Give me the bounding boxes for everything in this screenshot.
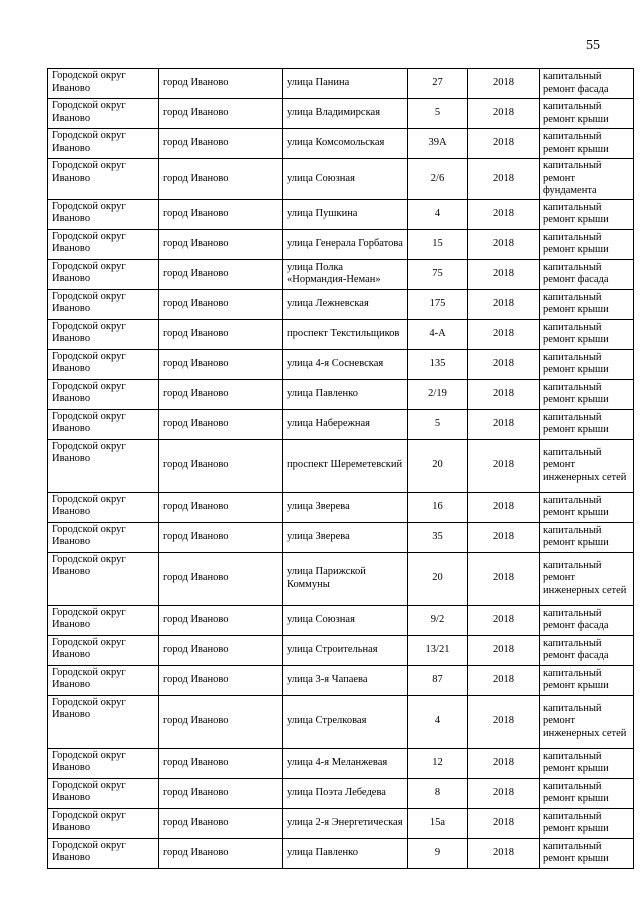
- house-number-cell: 20: [408, 552, 468, 605]
- work-type-cell: капитальный ремонт крыши: [540, 492, 634, 522]
- year-cell: 2018: [468, 199, 540, 229]
- year-cell: 2018: [468, 695, 540, 748]
- street-cell: улица Павленко: [283, 838, 408, 868]
- city-cell: город Иваново: [159, 665, 283, 695]
- district-cell: Городской округ Иваново: [48, 492, 159, 522]
- street-cell: улица Союзная: [283, 605, 408, 635]
- district-cell: Городской округ Иваново: [48, 349, 159, 379]
- table-row: [48, 129, 634, 159]
- table-row: [48, 439, 634, 492]
- year-cell: 2018: [468, 552, 540, 605]
- district-cell: Городской округ Иваново: [48, 635, 159, 665]
- housing-repair-table: [47, 68, 634, 869]
- work-type-cell: капитальный ремонт инженерных сетей: [540, 695, 634, 748]
- table-row: [48, 838, 634, 868]
- street-cell: улица Поэта Лебедева: [283, 778, 408, 808]
- city-cell: город Иваново: [159, 605, 283, 635]
- district-cell: Городской округ Иваново: [48, 748, 159, 778]
- city-cell: город Иваново: [159, 635, 283, 665]
- table-row: [48, 229, 634, 259]
- house-number-cell: 16: [408, 492, 468, 522]
- table-row: [48, 289, 634, 319]
- street-cell: улица Полка «Нормандия-Неман»: [283, 259, 408, 289]
- street-cell: улица Пушкина: [283, 199, 408, 229]
- street-cell: улица Владимирская: [283, 99, 408, 129]
- city-cell: город Иваново: [159, 552, 283, 605]
- year-cell: 2018: [468, 289, 540, 319]
- district-cell: Городской округ Иваново: [48, 259, 159, 289]
- work-type-cell: капитальный ремонт крыши: [540, 289, 634, 319]
- year-cell: 2018: [468, 522, 540, 552]
- city-cell: город Иваново: [159, 159, 283, 200]
- district-cell: Городской округ Иваново: [48, 69, 159, 99]
- district-cell: Городской округ Иваново: [48, 289, 159, 319]
- city-cell: город Иваново: [159, 439, 283, 492]
- table-row: [48, 409, 634, 439]
- district-cell: Городской округ Иваново: [48, 665, 159, 695]
- district-cell: Городской округ Иваново: [48, 695, 159, 748]
- district-cell: Городской округ Иваново: [48, 229, 159, 259]
- year-cell: 2018: [468, 319, 540, 349]
- street-cell: улица Союзная: [283, 159, 408, 200]
- work-type-cell: капитальный ремонт крыши: [540, 778, 634, 808]
- year-cell: 2018: [468, 259, 540, 289]
- city-cell: город Иваново: [159, 99, 283, 129]
- year-cell: 2018: [468, 808, 540, 838]
- work-type-cell: капитальный ремонт крыши: [540, 409, 634, 439]
- year-cell: 2018: [468, 439, 540, 492]
- work-type-cell: капитальный ремонт фундамента: [540, 159, 634, 200]
- year-cell: 2018: [468, 492, 540, 522]
- work-type-cell: капитальный ремонт крыши: [540, 748, 634, 778]
- table-row: [48, 69, 634, 99]
- work-type-cell: капитальный ремонт инженерных сетей: [540, 552, 634, 605]
- city-cell: город Иваново: [159, 838, 283, 868]
- house-number-cell: 5: [408, 99, 468, 129]
- city-cell: город Иваново: [159, 409, 283, 439]
- house-number-cell: 5: [408, 409, 468, 439]
- table-row: [48, 379, 634, 409]
- street-cell: улица Парижской Коммуны: [283, 552, 408, 605]
- house-number-cell: 75: [408, 259, 468, 289]
- street-cell: улица Лежневская: [283, 289, 408, 319]
- city-cell: город Иваново: [159, 129, 283, 159]
- house-number-cell: 87: [408, 665, 468, 695]
- work-type-cell: капитальный ремонт инженерных сетей: [540, 439, 634, 492]
- house-number-cell: 39А: [408, 129, 468, 159]
- house-number-cell: 12: [408, 748, 468, 778]
- house-number-cell: 20: [408, 439, 468, 492]
- house-number-cell: 2/19: [408, 379, 468, 409]
- street-cell: улица Комсомольская: [283, 129, 408, 159]
- year-cell: 2018: [468, 748, 540, 778]
- district-cell: Городской округ Иваново: [48, 319, 159, 349]
- district-cell: Городской округ Иваново: [48, 199, 159, 229]
- district-cell: Городской округ Иваново: [48, 778, 159, 808]
- district-cell: Городской округ Иваново: [48, 99, 159, 129]
- street-cell: улица Павленко: [283, 379, 408, 409]
- house-number-cell: 175: [408, 289, 468, 319]
- work-type-cell: капитальный ремонт крыши: [540, 129, 634, 159]
- table-row: [48, 99, 634, 129]
- street-cell: улица 4-я Сосневская: [283, 349, 408, 379]
- city-cell: город Иваново: [159, 319, 283, 349]
- street-cell: улица 3-я Чапаева: [283, 665, 408, 695]
- table-row: [48, 605, 634, 635]
- city-cell: город Иваново: [159, 69, 283, 99]
- table-row: [48, 748, 634, 778]
- work-type-cell: капитальный ремонт крыши: [540, 319, 634, 349]
- district-cell: Городской округ Иваново: [48, 522, 159, 552]
- year-cell: 2018: [468, 409, 540, 439]
- work-type-cell: капитальный ремонт крыши: [540, 229, 634, 259]
- city-cell: город Иваново: [159, 259, 283, 289]
- work-type-cell: капитальный ремонт крыши: [540, 808, 634, 838]
- table-row: [48, 349, 634, 379]
- table-row: [48, 778, 634, 808]
- house-number-cell: 135: [408, 349, 468, 379]
- year-cell: 2018: [468, 349, 540, 379]
- year-cell: 2018: [468, 69, 540, 99]
- year-cell: 2018: [468, 229, 540, 259]
- district-cell: Городской округ Иваново: [48, 552, 159, 605]
- work-type-cell: капитальный ремонт крыши: [540, 99, 634, 129]
- year-cell: 2018: [468, 379, 540, 409]
- city-cell: город Иваново: [159, 349, 283, 379]
- city-cell: город Иваново: [159, 229, 283, 259]
- year-cell: 2018: [468, 159, 540, 200]
- city-cell: город Иваново: [159, 778, 283, 808]
- year-cell: 2018: [468, 605, 540, 635]
- district-cell: Городской округ Иваново: [48, 409, 159, 439]
- work-type-cell: капитальный ремонт крыши: [540, 199, 634, 229]
- district-cell: Городской округ Иваново: [48, 605, 159, 635]
- street-cell: улица Строительная: [283, 635, 408, 665]
- district-cell: Городской округ Иваново: [48, 379, 159, 409]
- house-number-cell: 27: [408, 69, 468, 99]
- house-number-cell: 13/21: [408, 635, 468, 665]
- district-cell: Городской округ Иваново: [48, 129, 159, 159]
- year-cell: 2018: [468, 778, 540, 808]
- page-number: 55: [586, 38, 600, 53]
- table-row: [48, 808, 634, 838]
- house-number-cell: 4: [408, 695, 468, 748]
- street-cell: улица 2-я Энергетическая: [283, 808, 408, 838]
- house-number-cell: 9/2: [408, 605, 468, 635]
- street-cell: улица Стрелковая: [283, 695, 408, 748]
- table-row: [48, 522, 634, 552]
- street-cell: проспект Текстильщиков: [283, 319, 408, 349]
- year-cell: 2018: [468, 129, 540, 159]
- year-cell: 2018: [468, 99, 540, 129]
- district-cell: Городской округ Иваново: [48, 439, 159, 492]
- work-type-cell: капитальный ремонт фасада: [540, 605, 634, 635]
- street-cell: улица Зверева: [283, 492, 408, 522]
- work-type-cell: капитальный ремонт крыши: [540, 838, 634, 868]
- house-number-cell: 8: [408, 778, 468, 808]
- work-type-cell: капитальный ремонт крыши: [540, 379, 634, 409]
- house-number-cell: 4: [408, 199, 468, 229]
- city-cell: город Иваново: [159, 289, 283, 319]
- table-row: [48, 695, 634, 748]
- work-type-cell: капитальный ремонт крыши: [540, 522, 634, 552]
- city-cell: город Иваново: [159, 199, 283, 229]
- street-cell: улица Зверева: [283, 522, 408, 552]
- street-cell: улица Генерала Горбатова: [283, 229, 408, 259]
- district-cell: Городской округ Иваново: [48, 159, 159, 200]
- work-type-cell: капитальный ремонт фасада: [540, 635, 634, 665]
- house-number-cell: 15: [408, 229, 468, 259]
- work-type-cell: капитальный ремонт фасада: [540, 259, 634, 289]
- work-type-cell: капитальный ремонт фасада: [540, 69, 634, 99]
- table-row: [48, 492, 634, 522]
- work-type-cell: капитальный ремонт крыши: [540, 665, 634, 695]
- city-cell: город Иваново: [159, 695, 283, 748]
- house-number-cell: 15а: [408, 808, 468, 838]
- city-cell: город Иваново: [159, 748, 283, 778]
- year-cell: 2018: [468, 635, 540, 665]
- table-row: [48, 665, 634, 695]
- district-cell: Городской округ Иваново: [48, 838, 159, 868]
- year-cell: 2018: [468, 665, 540, 695]
- table-row: [48, 552, 634, 605]
- house-number-cell: 2/6: [408, 159, 468, 200]
- house-number-cell: 4-А: [408, 319, 468, 349]
- city-cell: город Иваново: [159, 808, 283, 838]
- table-row: [48, 199, 634, 229]
- year-cell: 2018: [468, 838, 540, 868]
- house-number-cell: 35: [408, 522, 468, 552]
- district-cell: Городской округ Иваново: [48, 808, 159, 838]
- table-row: [48, 319, 634, 349]
- table-row: [48, 259, 634, 289]
- street-cell: улица Набережная: [283, 409, 408, 439]
- table-row: [48, 159, 634, 200]
- street-cell: проспект Шереметевский: [283, 439, 408, 492]
- house-number-cell: 9: [408, 838, 468, 868]
- city-cell: город Иваново: [159, 522, 283, 552]
- table-row: [48, 635, 634, 665]
- street-cell: улица 4-я Меланжевая: [283, 748, 408, 778]
- work-type-cell: капитальный ремонт крыши: [540, 349, 634, 379]
- city-cell: город Иваново: [159, 379, 283, 409]
- street-cell: улица Панина: [283, 69, 408, 99]
- city-cell: город Иваново: [159, 492, 283, 522]
